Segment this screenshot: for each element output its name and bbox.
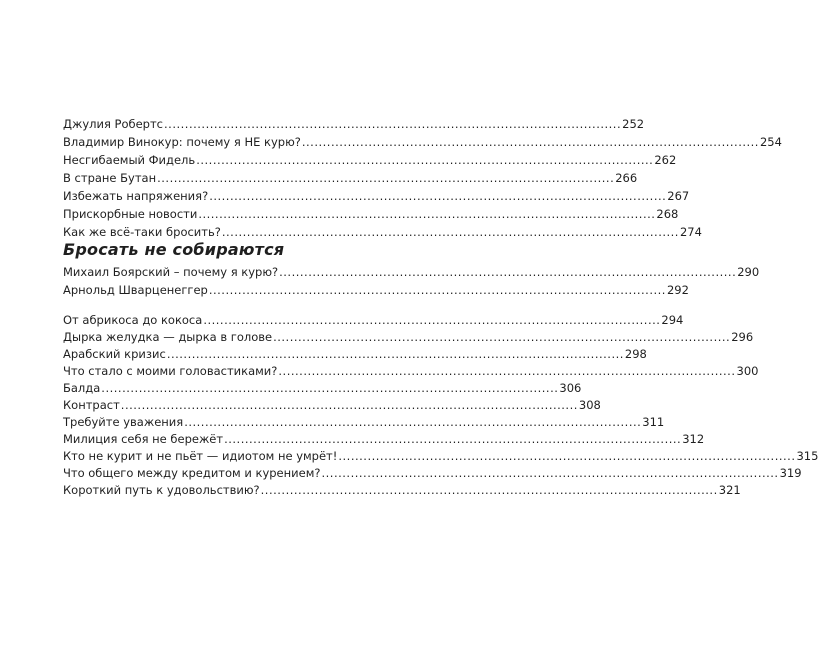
toc-entry-title: Несгибаемый Фидель — [63, 153, 196, 167]
toc-entry-title: В стране Бутан — [63, 171, 157, 185]
toc-entry — [63, 362, 759, 378]
toc-entry-page: 300 — [736, 364, 759, 378]
toc-entry-title: Избежать напряжения? — [63, 189, 209, 203]
leader-dots: .............................................................................................................. — [338, 449, 796, 463]
section-heading: Бросать не собираются — [63, 240, 285, 259]
toc-entry-title: Как же всё-таки бросить? — [63, 225, 221, 239]
leader-dots: .............................................................................................................. — [203, 313, 661, 327]
leader-dots: .............................................................................................................. — [184, 415, 642, 429]
toc-entry-title: Что общего между кредитом и курением? — [63, 466, 321, 480]
toc-entry — [63, 187, 690, 203]
toc-entry-title: Балда — [63, 381, 101, 395]
toc-entry-title: От абрикоса до кокоса — [63, 313, 203, 327]
leader-dots: .............................................................................................................. — [260, 483, 718, 497]
toc-entry — [63, 413, 665, 429]
leader-dots: .............................................................................................................. — [120, 398, 578, 412]
toc-entry-page: 319 — [779, 466, 802, 480]
leader-dots: .............................................................................................................. — [208, 283, 666, 297]
toc-entry-page: 290 — [737, 265, 760, 279]
leader-dots: .............................................................................................................. — [321, 466, 779, 480]
toc-entry-page: 252 — [622, 117, 645, 131]
toc-entry-title: Кто не курит и не пьёт — идиотом не умрёт! — [63, 449, 338, 463]
toc-entry — [63, 281, 689, 297]
toc-entry-title: Прискорбные новости — [63, 207, 198, 221]
toc-entry-title: Джулия Робертс — [63, 117, 164, 131]
toc-entry-page: 268 — [656, 207, 679, 221]
toc-entry-title: Михаил Боярский – почему я курю? — [63, 265, 279, 279]
leader-dots: .............................................................................................................. — [279, 265, 737, 279]
toc-entry-title: Арабский кризис — [63, 347, 166, 361]
toc-entry — [63, 447, 818, 463]
toc-entry-page: 262 — [654, 153, 677, 167]
toc-entry-title: Милиция себя не бережёт — [63, 432, 224, 446]
leader-dots: .............................................................................................................. — [166, 347, 624, 361]
toc-entry-page: 294 — [661, 313, 684, 327]
toc-entry — [63, 133, 782, 149]
toc-entry-page: 321 — [718, 483, 741, 497]
toc-entry-title: Владимир Винокур: почему я НЕ курю? — [63, 135, 301, 149]
toc-entry-page: 274 — [679, 225, 702, 239]
toc-entry-page: 315 — [796, 449, 818, 463]
toc-entry-title: Контраст — [63, 398, 120, 412]
toc-entry — [63, 311, 684, 327]
toc-entry — [63, 345, 647, 361]
toc-entry-page: 298 — [624, 347, 647, 361]
toc-entry — [63, 396, 601, 412]
toc-entry-title: Арнольд Шварценеггер — [63, 283, 208, 297]
toc-entry-title: Дырка желудка — дырка в голове — [63, 330, 273, 344]
leader-dots: .............................................................................................................. — [278, 364, 736, 378]
toc-entry — [63, 223, 702, 239]
toc-entry — [63, 151, 677, 167]
leader-dots: .............................................................................................................. — [301, 135, 759, 149]
toc-entry — [63, 263, 760, 279]
toc-entry-page: 254 — [759, 135, 782, 149]
leader-dots: .............................................................................................................. — [273, 330, 731, 344]
leader-dots: .............................................................................................................. — [198, 207, 656, 221]
leader-dots: .............................................................................................................. — [101, 381, 559, 395]
leader-dots: .............................................................................................................. — [221, 225, 679, 239]
toc-entry — [63, 169, 638, 185]
leader-dots: .............................................................................................................. — [209, 189, 667, 203]
toc-entry-page: 306 — [559, 381, 582, 395]
toc-entry — [63, 115, 645, 131]
toc-entry-title: Что стало с моими головастиками? — [63, 364, 278, 378]
toc-entry-title: Короткий путь к удовольствию? — [63, 483, 260, 497]
toc-entry — [63, 379, 582, 395]
leader-dots: .............................................................................................................. — [157, 171, 615, 185]
leader-dots: .............................................................................................................. — [224, 432, 682, 446]
toc-entry-page: 296 — [731, 330, 754, 344]
toc-entry-page: 266 — [615, 171, 638, 185]
toc-entry — [63, 481, 741, 497]
toc-entry — [63, 205, 679, 221]
toc-entry-page: 311 — [642, 415, 665, 429]
toc-entry-page: 292 — [666, 283, 689, 297]
toc-entry — [63, 430, 705, 446]
toc-entry — [63, 464, 802, 480]
toc-entry-page: 267 — [667, 189, 690, 203]
leader-dots: .............................................................................................................. — [196, 153, 654, 167]
toc-entry — [63, 328, 754, 344]
toc-entry-page: 308 — [578, 398, 601, 412]
toc-entry-title: Требуйте уважения — [63, 415, 184, 429]
leader-dots: .............................................................................................................. — [164, 117, 622, 131]
toc-entry-page: 312 — [682, 432, 705, 446]
